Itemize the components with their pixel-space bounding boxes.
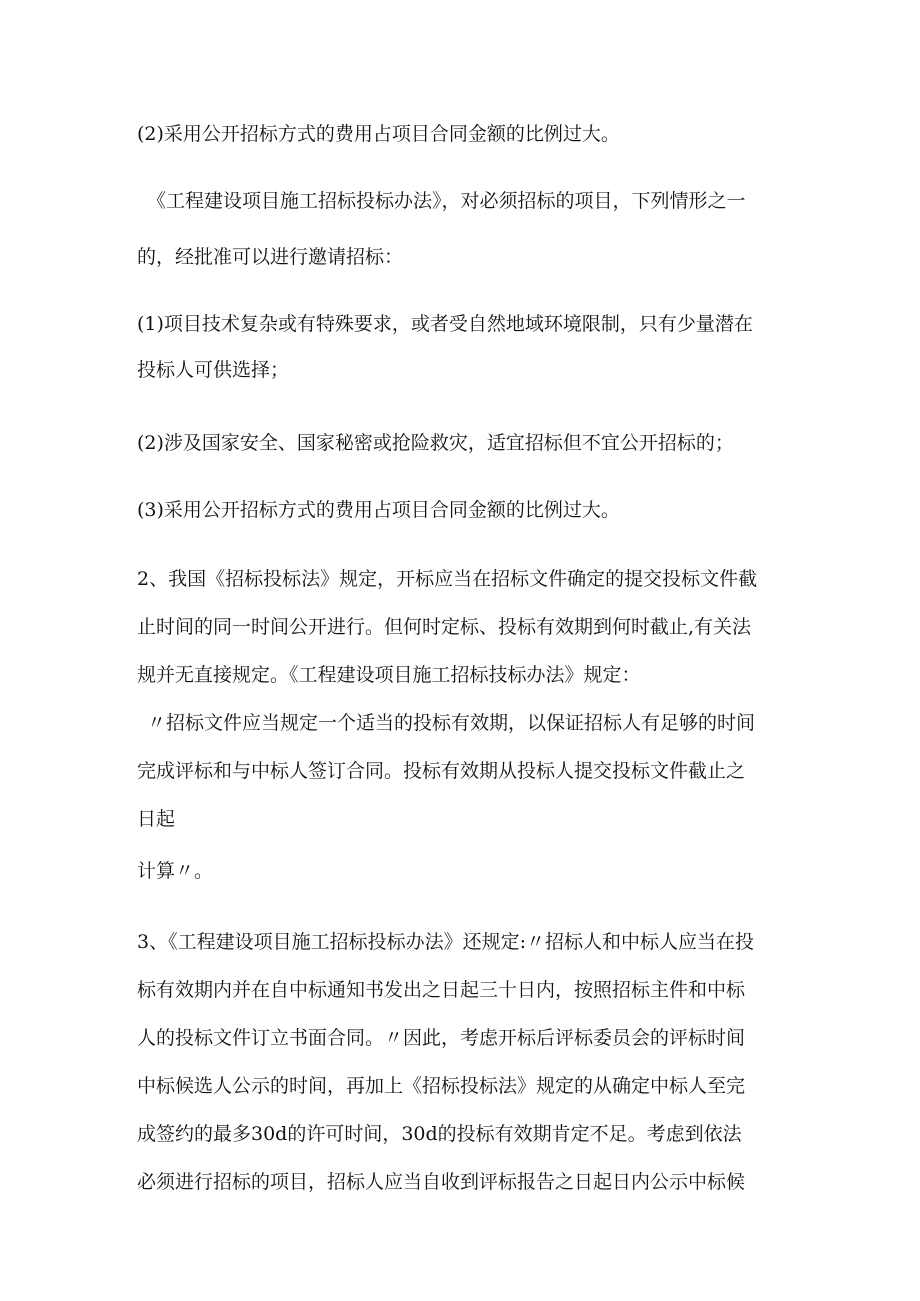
paragraph-line: 完成评标和与中标人签订合同。投标有效期从投标人提交投标文件截止之 [137,760,746,782]
paragraph-line: 必须进行招标的项目，招标人应当自收到评标报告之日起日内公示中标候 [137,1171,746,1193]
paragraph-line: (2)采用公开招标方式的费用占项目合同金额的比例过大。 [137,123,620,145]
paragraph-line: (2)涉及国家安全、国家秘密或抢险救灾，适宜招标但不宜公开招标的； [137,432,734,454]
paragraph-line: 的，经批准可以进行邀请招标： [137,246,404,268]
paragraph-line: 标有效期内并在自中标通知书发出之日起三十日内，按照招标主件和中标 [137,979,746,1001]
paragraph-line: 〃招标文件应当规定一个适当的投标有效期，以保证招标人有足够的时间 [147,712,756,734]
paragraph-line: 止时间的同一时间公开进行。但何时定标、投标有效期到何时截止,有关法 [137,616,752,638]
paragraph-line: 日起 [137,808,176,830]
paragraph-line: 3、《工程建设项目施工招标投标办法》还规定:〃招标人和中标人应当在投 [137,931,754,953]
paragraph-line: 中标候选人公示的时间，再加上《招标投标法》规定的从确定中标人至完 [137,1075,746,1097]
paragraph-line: 规并无直接规定。《工程建设项目施工招标技标办法》规定： [137,664,641,686]
paragraph-line: 成签约的最多30d的许可时间，30d的投标有效期肯定不足。考虑到依法 [137,1123,742,1145]
paragraph-line: 投标人可供选择； [137,359,290,381]
paragraph-line: 2、我国《招标投标法》规定，开标应当在招标文件确定的提交投标文件截 [137,568,758,590]
paragraph-line: (1)项目技术复杂或有特殊要求，或者受自然地域环境限制，只有少量潜在 [137,313,753,335]
paragraph-line: (3)采用公开招标方式的费用占项目合同金额的比例过大。 [137,499,620,521]
paragraph-line: 《工程建设项目施工招标投标办法》，对必须招标的项目，下列情形之一 [147,190,746,212]
paragraph-line: 人的投标文件订立书面合同。〃因此，考虑开标后评标委员会的评标时间 [137,1027,746,1049]
paragraph-line: 计算〃。 [137,860,214,882]
